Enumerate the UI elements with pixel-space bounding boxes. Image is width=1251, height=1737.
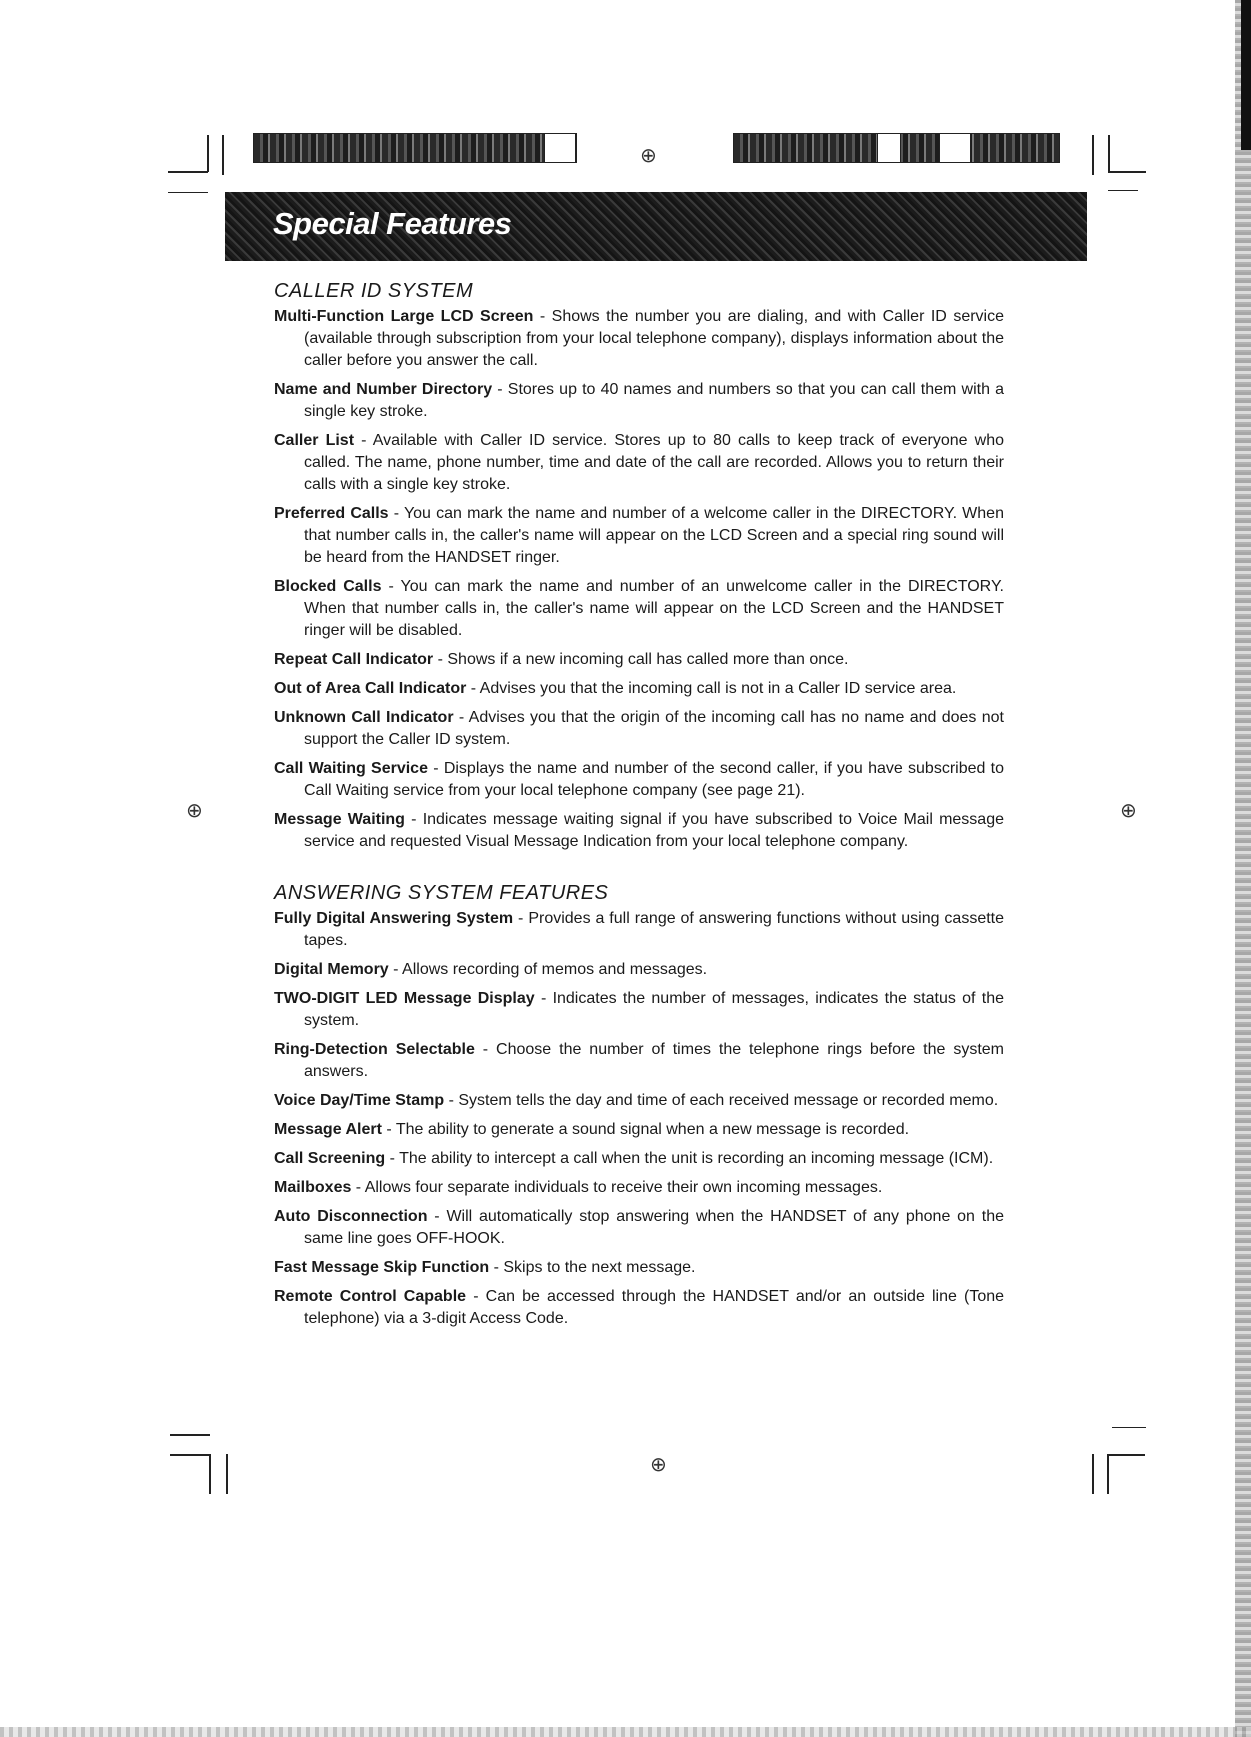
feature-term: Digital Memory (274, 961, 389, 978)
features-content (274, 280, 1004, 1337)
feature-term: Mailboxes (274, 1179, 352, 1196)
feature-term: Remote Control Capable (274, 1288, 467, 1305)
feature-description: Stores up to 40 names and numbers so that you can call them with a single key stroke. (304, 381, 1005, 420)
feature-entry: Auto Disconnection - Will automatically stop answering when the HANDSET of any phone on the same line goes OFF-HOOK. (274, 1208, 1005, 1247)
crop-mark (1107, 1454, 1145, 1456)
section-heading-answering-system: ANSWERING SYSTEM FEATURES (274, 882, 609, 904)
feature-description: Choose the number of times the telephone rings before the system answers. (304, 1041, 1005, 1080)
feature-description: Can be accessed through the HANDSET and/or an outside line (Tone telephone) via a 3-digit Access Code. (304, 1288, 1005, 1327)
feature-term: Name and Number Directory (274, 381, 493, 398)
feature-description: Advises you that the incoming call is not in a Caller ID service area. (479, 680, 957, 697)
feature-entry: Voice Day/Time Stamp - System tells the day and time of each received message or recorded memo. (274, 1092, 999, 1109)
feature-entry: Multi-Function Large LCD Screen - Shows the number you are dialing, and with Caller ID service (available through subscription from your local telephone company), displays information about the caller before you answer the call. (274, 308, 1004, 369)
feature-description: Provides a full range of answering functions without using cassette tapes. (304, 910, 1005, 949)
crop-mark (1108, 190, 1138, 191)
feature-entry: Name and Number Directory - Stores up to 40 names and numbers so that you can call them with a single key stroke. (274, 381, 1005, 420)
feature-term: TWO-DIGIT LED Message Display (274, 990, 535, 1007)
registration-mark-icon: ⊕ (650, 1452, 667, 1476)
feature-description: Shows the number you are dialing, and with Caller ID service (available through subscription from your local telephone company), displays information about the caller before you answer the call. (304, 308, 1004, 369)
registration-mark-icon: ⊕ (640, 143, 657, 167)
crop-mark (168, 171, 208, 173)
crop-mark (207, 135, 209, 172)
feature-term: Repeat Call Indicator (274, 651, 434, 668)
feature-description: System tells the day and time of each received message or recorded memo. (458, 1092, 999, 1109)
feature-description: Will automatically stop answering when the HANDSET of any phone on the same line goes OFF-HOOK. (304, 1208, 1005, 1247)
scanner-bottom-edge (0, 1727, 1251, 1737)
feature-term: Auto Disconnection (274, 1208, 428, 1225)
scanner-edge-shadow (1241, 0, 1251, 150)
section-heading-caller-id: CALLER ID SYSTEM (274, 280, 474, 302)
feature-entry: Mailboxes - Allows four separate individuals to receive their own incoming messages. (274, 1179, 883, 1196)
title-banner (225, 192, 1087, 261)
crop-mark (226, 1454, 228, 1494)
feature-description: Shows if a new incoming call has called more than once. (447, 651, 849, 668)
answering-system-feature-list (274, 908, 1004, 1330)
feature-entry: Message Waiting - Indicates message waiting signal if you have subscribed to Voice Mail message service and requested Visual Message Indication from your local telephone company. (274, 811, 1005, 850)
caller-id-feature-list (274, 306, 1004, 853)
crop-mark (222, 135, 224, 175)
feature-term: Fully Digital Answering System (274, 910, 514, 927)
feature-entry: TWO-DIGIT LED Message Display - Indicates the number of messages, indicates the status of the system. (274, 990, 1004, 1029)
feature-term: Voice Day/Time Stamp (274, 1092, 445, 1109)
feature-entry: Message Alert - The ability to generate a sound signal when a new message is recorded. (274, 1121, 910, 1138)
crop-mark (1108, 135, 1110, 172)
feature-entry: Repeat Call Indicator - Shows if a new incoming call has called more than once. (274, 651, 849, 668)
feature-term: Out of Area Call Indicator (274, 680, 467, 697)
crop-mark (1092, 1454, 1094, 1494)
crop-mark (170, 1454, 210, 1456)
feature-entry: Unknown Call Indicator - Advises you that the origin of the incoming call has no name and does not support the Caller ID system. (274, 709, 1004, 748)
feature-description: Indicates the number of messages, indicates the status of the system. (304, 990, 1004, 1029)
feature-entry: Preferred Calls - You can mark the name and number of a welcome caller in the DIRECTORY. When that number calls in, the caller's name will appear on the LCD Screen and a special ring sound will be heard from the HANDSET ringer. (274, 505, 1004, 566)
decorative-bar-right (733, 133, 1060, 163)
crop-mark (1112, 1427, 1146, 1428)
feature-entry: Fast Message Skip Function - Skips to the next message. (274, 1259, 696, 1276)
feature-term: Blocked Calls (274, 578, 382, 595)
decorative-bar-left (253, 133, 577, 163)
feature-term: Unknown Call Indicator (274, 709, 454, 726)
crop-mark (170, 1434, 210, 1436)
feature-entry: Call Waiting Service - Displays the name and number of the second caller, if you have subscribed to Call Waiting service from your local telephone company (see page 21). (274, 760, 1004, 799)
feature-description: Skips to the next message. (503, 1259, 696, 1276)
scanner-edge (1235, 0, 1251, 1737)
feature-term: Message Waiting (274, 811, 405, 828)
feature-description: Indicates message waiting signal if you have subscribed to Voice Mail message service and requested Visual Message Indication from your local telephone company. (304, 811, 1005, 850)
registration-mark-icon: ⊕ (1120, 798, 1137, 822)
feature-description: Allows four separate individuals to receive their own incoming messages. (364, 1179, 883, 1196)
feature-entry: Fully Digital Answering System - Provides a full range of answering functions without using cassette tapes. (274, 910, 1005, 949)
feature-entry: Out of Area Call Indicator - Advises you that the incoming call is not in a Caller ID service area. (274, 680, 957, 697)
feature-description: Displays the name and number of the second caller, if you have subscribed to Call Waiting service from your local telephone company (see page 21). (304, 760, 1004, 799)
feature-entry: Call Screening - The ability to intercept a call when the unit is recording an incoming message (ICM). (274, 1150, 994, 1167)
feature-description: The ability to intercept a call when the unit is recording an incoming message (ICM). (399, 1150, 994, 1167)
feature-term: Ring-Detection Selectable (274, 1041, 475, 1058)
registration-mark-icon: ⊕ (186, 798, 203, 822)
feature-entry: Ring-Detection Selectable - Choose the number of times the telephone rings before the system answers. (274, 1041, 1005, 1080)
feature-term: Call Screening (274, 1150, 386, 1167)
crop-mark (1107, 1454, 1109, 1494)
feature-description: You can mark the name and number of an unwelcome caller in the DIRECTORY. When that number calls in, the caller's name will appear on the LCD Screen and the HANDSET ringer will be disabled. (304, 578, 1004, 639)
feature-term: Message Alert (274, 1121, 382, 1138)
feature-description: Advises you that the origin of the incoming call has no name and does not support the Caller ID system. (304, 709, 1004, 748)
crop-mark (1092, 135, 1094, 175)
feature-term: Caller List (274, 432, 355, 449)
feature-entry: Caller List - Available with Caller ID service. Stores up to 80 calls to keep track of everyone who called. The name, phone number, time and date of the call are recorded. Allows you to return their calls with a single key stroke. (274, 432, 1005, 493)
feature-term: Fast Message Skip Function (274, 1259, 490, 1276)
feature-description: The ability to generate a sound signal when a new message is recorded. (395, 1121, 910, 1138)
crop-mark (1108, 171, 1146, 173)
feature-description: You can mark the name and number of a welcome caller in the DIRECTORY. When that number calls in, the caller's name will appear on the LCD Screen and a special ring sound will be heard from the HANDSET ringer. (304, 505, 1004, 566)
feature-term: Call Waiting Service (274, 760, 428, 777)
feature-term: Preferred Calls (274, 505, 389, 522)
page-title: Special Features (273, 206, 512, 241)
feature-description: Available with Caller ID service. Stores up to 80 calls to keep track of everyone who called. The name, phone number, time and date of the call are recorded. Allows you to return their calls with a single key stroke. (304, 432, 1005, 493)
feature-entry: Blocked Calls - You can mark the name and number of an unwelcome caller in the DIRECTORY. When that number calls in, the caller's name will appear on the LCD Screen and the HANDSET ringer will be disabled. (274, 578, 1004, 639)
crop-mark (168, 192, 208, 193)
feature-description: Allows recording of memos and messages. (402, 961, 708, 978)
feature-entry: Digital Memory - Allows recording of memos and messages. (274, 961, 708, 978)
feature-entry: Remote Control Capable - Can be accessed through the HANDSET and/or an outside line (Tone telephone) via a 3-digit Access Code. (274, 1288, 1005, 1327)
feature-term: Multi-Function Large LCD Screen (274, 308, 534, 325)
crop-mark (209, 1454, 211, 1494)
